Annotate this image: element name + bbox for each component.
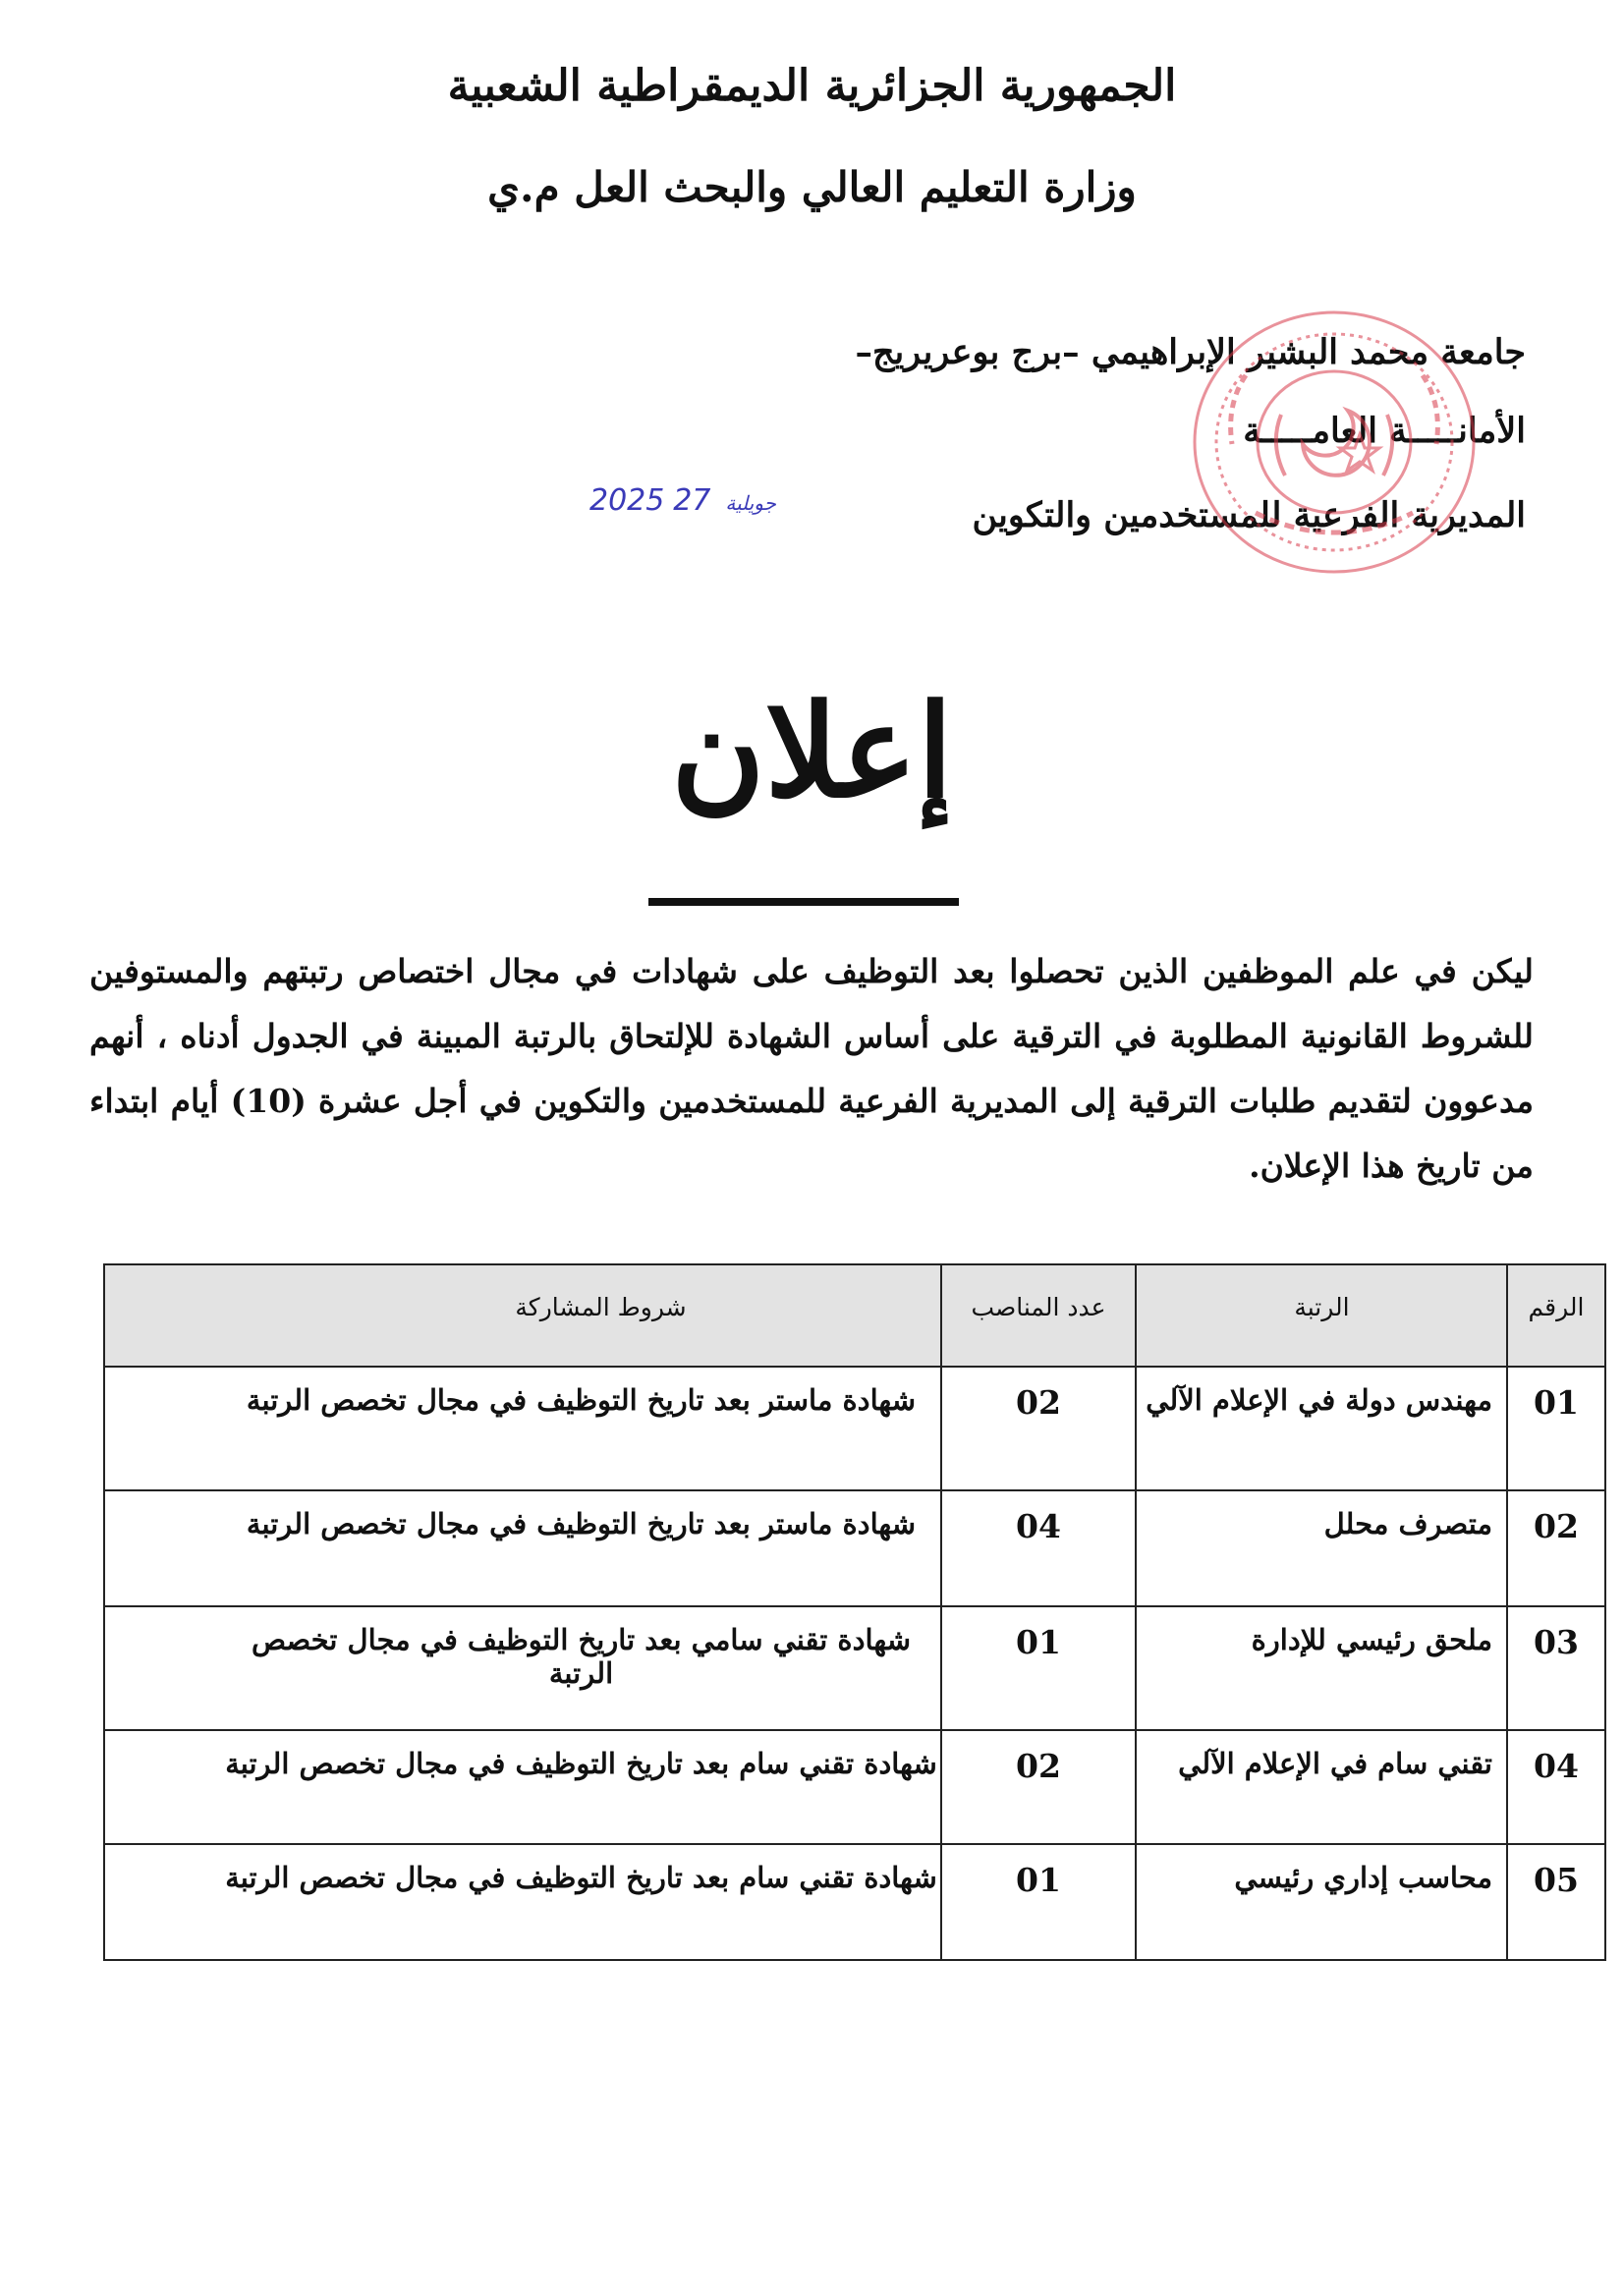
row-positions: 02 [941, 1367, 1136, 1490]
row-number: 02 [1507, 1490, 1605, 1606]
general-secretariat: الأمانـــــة العامـــــة [1243, 411, 1526, 451]
table-row [104, 1367, 1605, 1490]
table-row [104, 1730, 1605, 1844]
row-rank: محاسب إداري رئيسي [1136, 1844, 1507, 1960]
date-year: 2025 [589, 483, 665, 518]
date-month: جويلية [725, 491, 776, 515]
table-header-row [104, 1264, 1605, 1367]
ministry-name: وزارة التعليم العالي والبحث العل م.ي [487, 163, 1137, 211]
column-header-number: الرقم [1507, 1264, 1605, 1367]
date-day: 27 [673, 483, 711, 518]
column-header-positions: عدد المناصب [941, 1264, 1136, 1367]
row-positions: 04 [941, 1490, 1136, 1606]
subdirectorate-name: المديرية الفرعية للمستخدمين والتكوين [972, 495, 1526, 535]
notice-title: إعلان [671, 676, 953, 826]
table-row [104, 1490, 1605, 1606]
row-conditions: شهادة تقني سام بعد تاريخ التوظيف في مجال تخصص الرتبة [104, 1844, 941, 1960]
column-header-rank: الرتبة [1136, 1264, 1507, 1367]
row-positions: 02 [941, 1730, 1136, 1844]
row-positions: 01 [941, 1844, 1136, 1960]
positions-table [103, 1263, 1606, 1961]
republic-name: الجمهورية الجزائرية الديمقراطية الشعبية [447, 61, 1177, 111]
row-number: 01 [1507, 1367, 1605, 1490]
row-rank: متصرف محلل [1136, 1490, 1507, 1606]
row-rank: تقني سام في الإعلام الآلي [1136, 1730, 1507, 1844]
row-rank: ملحق رئيسي للإدارة [1136, 1606, 1507, 1730]
row-conditions: شهادة تقني سام بعد تاريخ التوظيف في مجال تخصص الرتبة [104, 1730, 941, 1844]
row-number: 05 [1507, 1844, 1605, 1960]
row-number: 04 [1507, 1730, 1605, 1844]
row-conditions: شهادة ماستر بعد تاريخ التوظيف في مجال تخصص الرتبة [104, 1490, 941, 1606]
table-row [104, 1844, 1605, 1960]
row-conditions: شهادة ماستر بعد تاريخ التوظيف في مجال تخصص الرتبة [104, 1367, 941, 1490]
row-number: 03 [1507, 1606, 1605, 1730]
column-header-conditions: شروط المشاركة [104, 1264, 941, 1367]
row-conditions: شهادة تقني سامي بعد تاريخ التوظيف في مجال تخصص الرتبة [104, 1606, 941, 1730]
row-rank: مهندس دولة في الإعلام الآلي [1136, 1367, 1507, 1490]
notice-body: ليكن في علم الموظفين الذين تحصلوا بعد التوظيف على شهادات في مجال اختصاص رتبتهم والمستوفين للشروط القانونية المطلوبة في الترقية على أساس الشهادة للإلتحاق بالرتبة المبينة في الجدول أدناه ، أنهم مدعوون لتقديم طلبات الترقية إلى المديرية الفرعية للمستخدمين والتكوين في أجل عشرة (10) أيام ابتداء من تاريخ هذا الإعلان. [89, 952, 1534, 1185]
title-underline [648, 898, 959, 906]
notice-date [589, 483, 782, 518]
university-name: جامعة محمد البشير الإبراهيمي –برج بوعريريج– [855, 332, 1526, 372]
row-positions: 01 [941, 1606, 1136, 1730]
table-row [104, 1606, 1605, 1730]
official-seal-stamp [1187, 297, 1491, 582]
